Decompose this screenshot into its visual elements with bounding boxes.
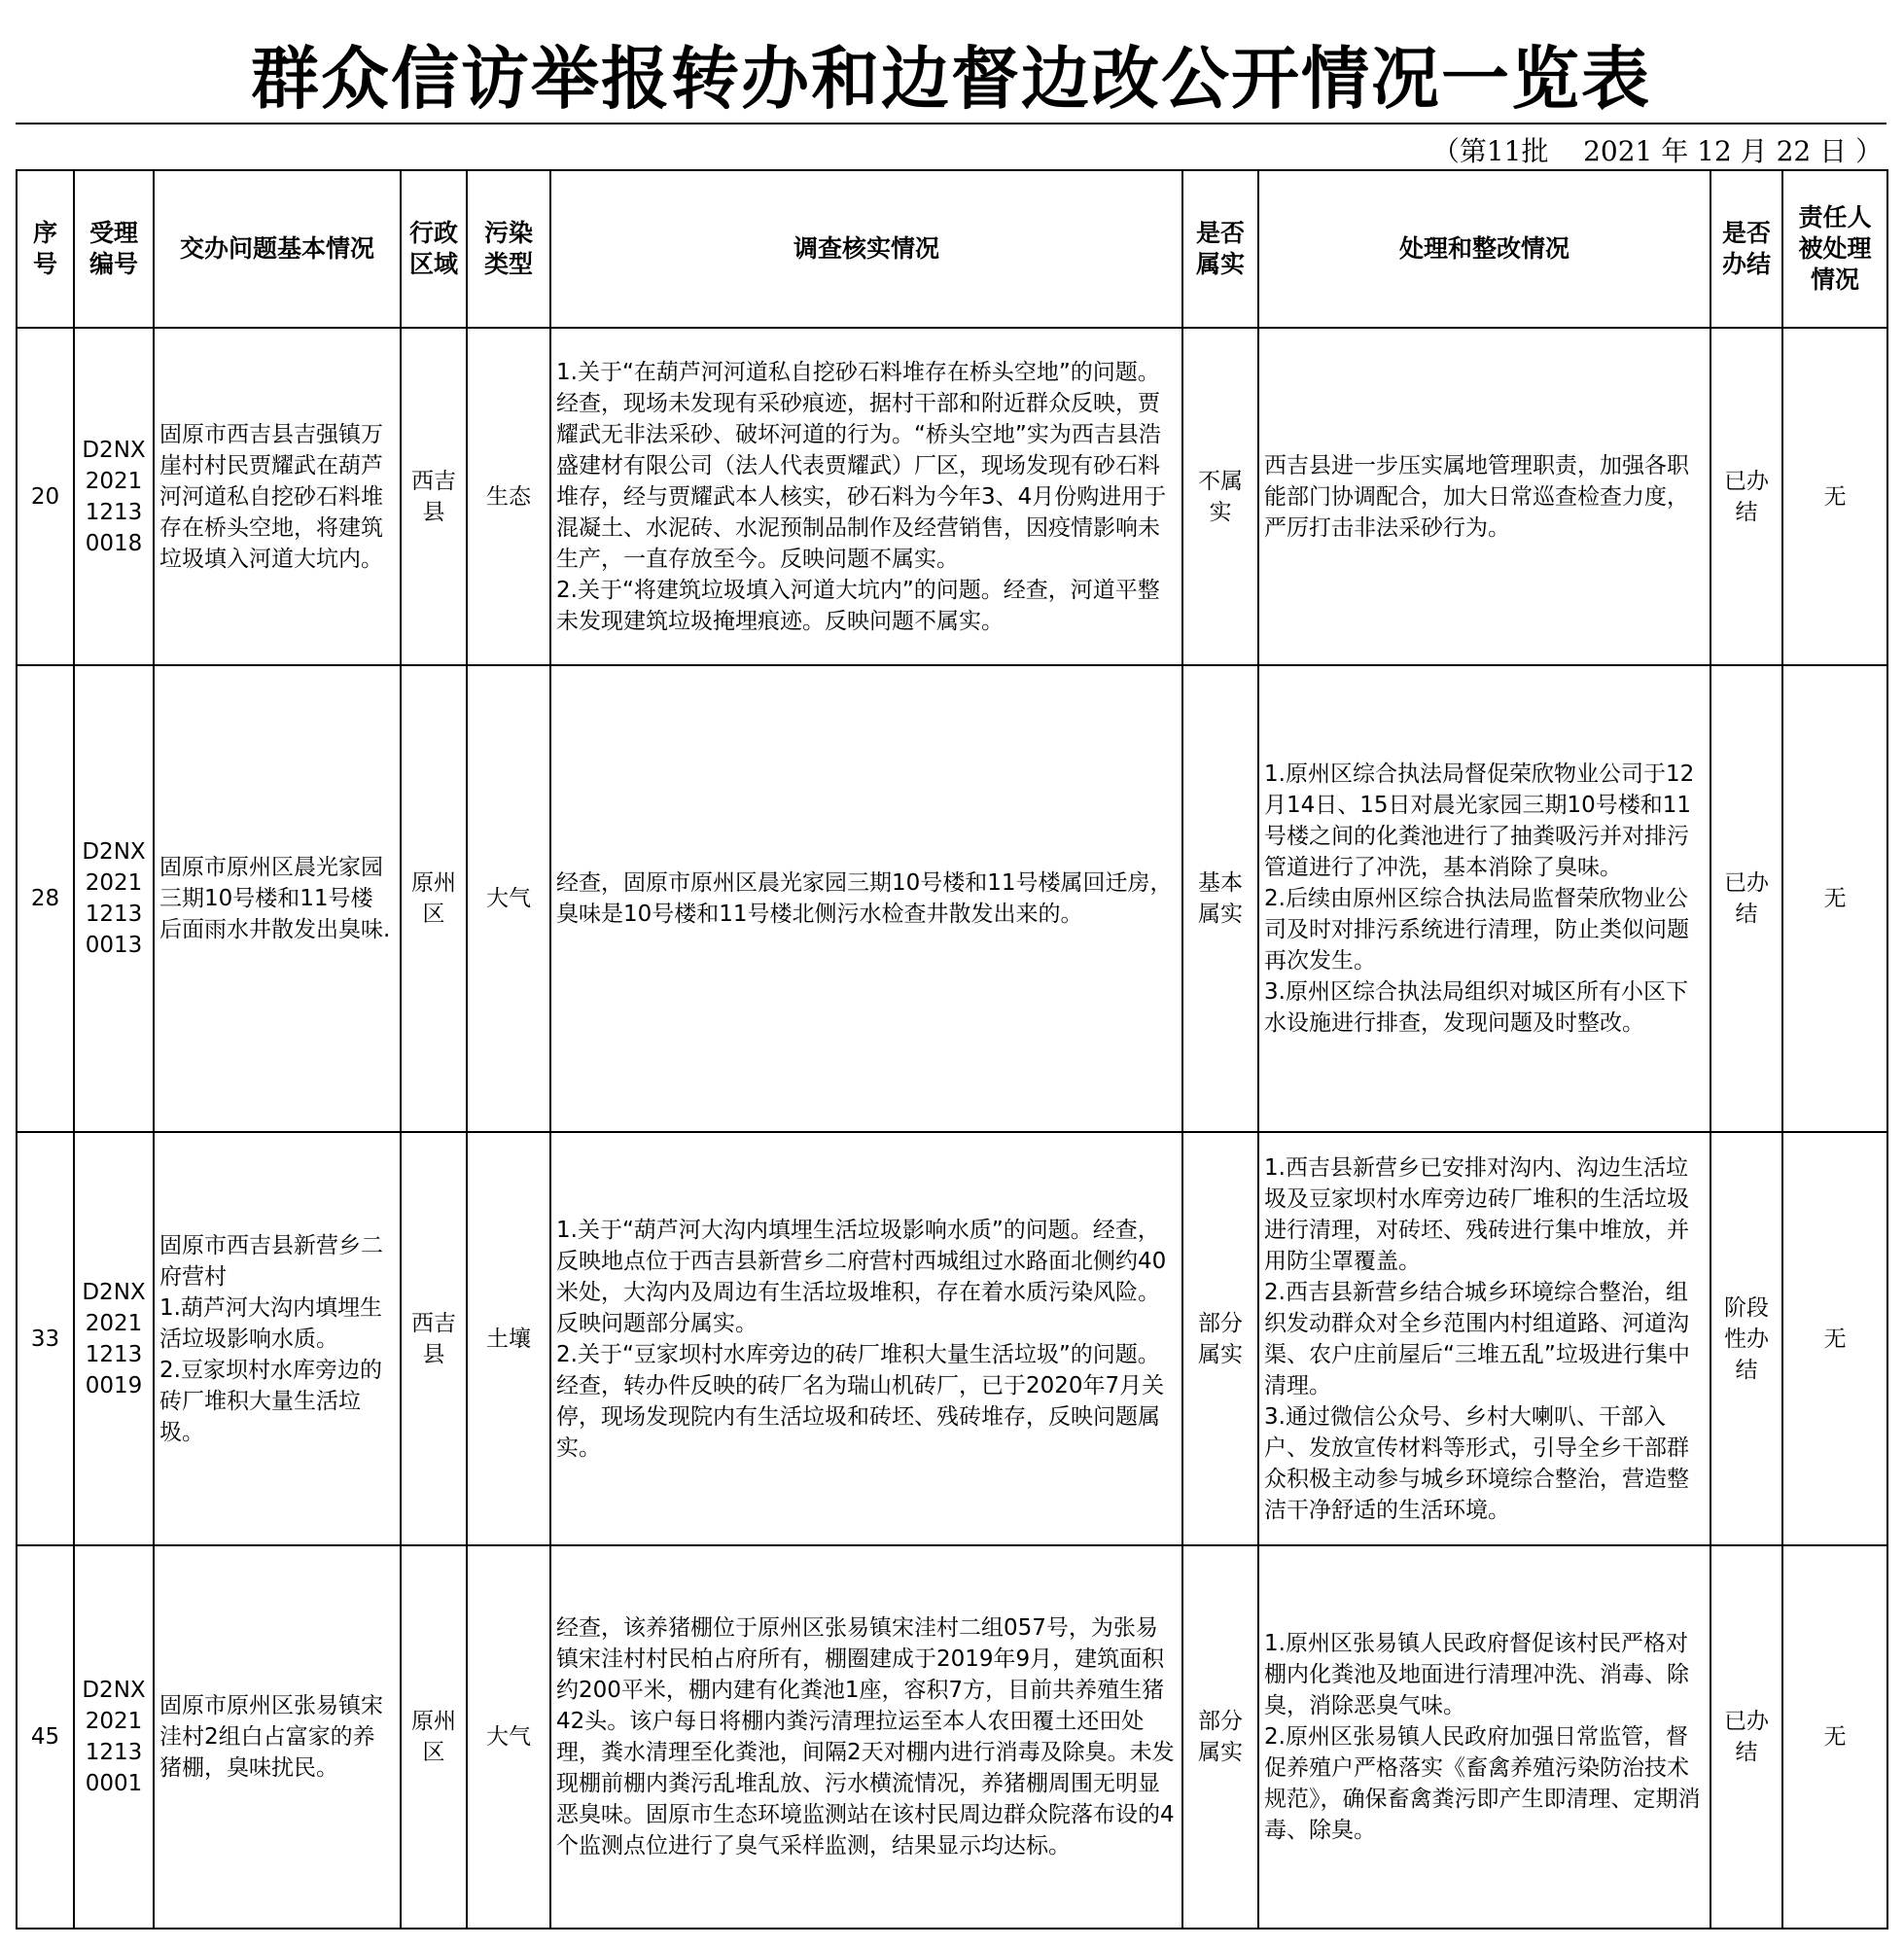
cell-investigation-paragraph: 2.关于“豆家坝村水库旁边的砖厂堆积大量生活垃圾”的问题。经查，转办件反映的砖厂名为瑞山机砖厂，已于2020年7月关停，现场发现院内有生活垃圾和砖坯、残砖堆存，反映问题属实。 xyxy=(556,1341,1165,1461)
cell-acceptance-no: D2NX202112130001 xyxy=(74,1545,154,1929)
cell-handling-paragraph: 3.原州区综合执法局组织对城区所有小区下水设施进行排查，发现问题及时整改。 xyxy=(1264,979,1688,1036)
header-is-closed: 是否办结 xyxy=(1710,170,1782,328)
header-seq: 序号 xyxy=(17,170,74,328)
cell-investigation xyxy=(550,1545,1182,1929)
cell-investigation-paragraph: 1.关于“在葫芦河河道私自挖砂石料堆存在桥头空地”的问题。经查，现场未发现有采砂痕迹，据村干部和附近群众反映，贾耀武无非法采砂、破坏河道的行为。“桥头空地”实为西吉县浩盛建材有限公司（法人代表贾耀武）厂区，现场发现有砂石料堆存，经与贾耀武本人核实，砂石料为今年3、4月份购进用于混凝土、水泥砖、水泥预制品制作及经营销售，因疫情影响未生产，一直存放至今。反映问题不属实。 xyxy=(556,359,1167,572)
cell-is-true: 部分属实 xyxy=(1182,1132,1258,1545)
header-issue: 交办问题基本情况 xyxy=(154,170,401,328)
cell-handling-paragraph: 1.原州区张易镇人民政府督促该村民严格对棚内化粪池及地面进行清理冲洗、消毒、除臭，消除恶臭气味。 xyxy=(1264,1631,1689,1718)
header-row xyxy=(17,170,1887,328)
cell-handling-paragraph: 3.通过微信公众号、乡村大喇叭、干部入户、发放宣传材料等形式，引导全乡干部群众积极主动参与城乡环境综合整治，营造整洁干净舒适的生活环境。 xyxy=(1264,1403,1689,1523)
cell-handling-paragraph: 2.原州区张易镇人民政府加强日常监管，督促养殖户严格落实《畜禽养殖污染防治技术规范》，确保畜禽粪污即产生即清理、定期消毒、除臭。 xyxy=(1264,1724,1701,1843)
header-accountability: 责任人被处理情况 xyxy=(1782,170,1887,328)
cell-accountability: 无 xyxy=(1782,328,1887,665)
cell-investigation xyxy=(550,1132,1182,1545)
cell-handling xyxy=(1258,1132,1710,1545)
cell-issue xyxy=(154,1132,401,1545)
cell-is-true: 部分属实 xyxy=(1182,1545,1258,1929)
header-district: 行政区域 xyxy=(401,170,467,328)
cell-issue-paragraph: 2.豆家坝村水库旁边的砖厂堆积大量生活垃圾。 xyxy=(159,1357,382,1445)
cell-accountability: 无 xyxy=(1782,1132,1887,1545)
cell-pollution-type: 大气 xyxy=(467,1545,550,1929)
cell-district: 西吉县 xyxy=(401,1132,467,1545)
header-pollution-type: 污染类型 xyxy=(467,170,550,328)
cell-is-closed: 已办结 xyxy=(1710,328,1782,665)
cell-handling-paragraph: 2.西吉县新营乡结合城乡环境综合整治，组织发动群众对全乡范围内村组道路、河道沟渠、农户庄前屋后“三堆五乱”垃圾进行集中清理。 xyxy=(1264,1279,1690,1398)
table-row xyxy=(17,328,1887,665)
cell-investigation-paragraph: 2.关于“将建筑垃圾填入河道大坑内”的问题。经查，河道平整未发现建筑垃圾掩埋痕迹。反映问题不属实。 xyxy=(556,577,1160,634)
cell-seq: 33 xyxy=(17,1132,74,1545)
cell-issue-paragraph: 固原市西吉县新营乡二府营村 xyxy=(159,1232,383,1290)
table-row xyxy=(17,1132,1887,1545)
table-row xyxy=(17,1545,1887,1929)
header-investigation: 调查核实情况 xyxy=(550,170,1182,328)
page-title: 群众信访举报转办和边督边改公开情况一览表 xyxy=(251,37,1651,119)
cell-issue: 固原市西吉县吉强镇万崖村村民贾耀武在葫芦河河道私自挖砂石料堆存在桥头空地，将建筑垃圾填入河道大坑内。 xyxy=(154,328,401,665)
cell-issue: 固原市原州区晨光家园三期10号楼和11号楼后面雨水井散发出臭味. xyxy=(154,665,401,1132)
cell-is-closed: 已办结 xyxy=(1710,1545,1782,1929)
cell-seq: 28 xyxy=(17,665,74,1132)
cell-district: 西吉县 xyxy=(401,328,467,665)
cell-investigation-paragraph: 1.关于“葫芦河大沟内填埋生活垃圾影响水质”的问题。经查，反映地点位于西吉县新营乡二府营村西城组过水路面北侧约40米处，大沟内及周边有生活垃圾堆积，存在着水质污染风险。反映问题部分属实。 xyxy=(556,1217,1167,1336)
header-is-true: 是否属实 xyxy=(1182,170,1258,328)
batch-date-line: （第11批 2021 年 12 月 22 日 ） xyxy=(1431,135,1883,167)
cell-handling xyxy=(1258,665,1710,1132)
cell-district: 原州区 xyxy=(401,1545,467,1929)
cell-investigation xyxy=(550,665,1182,1132)
cell-seq: 45 xyxy=(17,1545,74,1929)
cell-handling-paragraph: 1.原州区综合执法局督促荣欣物业公司于12月14日、15日对晨光家园三期10号楼和11号楼之间的化粪池进行了抽粪吸污并对排污管道进行了冲洗，基本消除了臭味。 xyxy=(1264,761,1695,880)
cell-handling-paragraph: 西吉县进一步压实属地管理职责，加强各职能部门协调配合，加大日常巡查检查力度，严厉打击非法采砂行为。 xyxy=(1264,452,1689,541)
cell-acceptance-no: D2NX202112130013 xyxy=(74,665,154,1132)
cell-investigation-paragraph: 经查，该养猪棚位于原州区张易镇宋洼村二组057号，为张易镇宋洼村村民柏占府所有，棚圈建成于2019年9月，建筑面积约200平米，棚内建有化粪池1座，容积7方，目前共养殖生猪42头。该户每日将棚内粪污清理拉运至本人农田覆土还田处理，粪水清理至化粪池，间隔2天对棚内进行消毒及除臭。未发现棚前棚内粪污乱堆乱放、污水横流情况，养猪棚周围无明显恶臭味。固原市生态环境监测站在该村民周边群众院落布设的4个监测点位进行了臭气采样监测，结果显示均达标。 xyxy=(556,1615,1175,1858)
cell-handling xyxy=(1258,328,1710,665)
cell-is-closed: 已办结 xyxy=(1710,665,1782,1132)
cell-is-true: 不属实 xyxy=(1182,328,1258,665)
cell-acceptance-no: D2NX202112130019 xyxy=(74,1132,154,1545)
title-divider xyxy=(16,123,1886,124)
cell-handling-paragraph: 2.后续由原州区综合执法局监督荣欣物业公司及时对排污系统进行清理，防止类似问题再次发生。 xyxy=(1264,886,1689,974)
cell-investigation xyxy=(550,328,1182,665)
cell-handling xyxy=(1258,1545,1710,1929)
cell-is-closed: 阶段性办结 xyxy=(1710,1132,1782,1545)
cell-pollution-type: 土壤 xyxy=(467,1132,550,1545)
cell-accountability: 无 xyxy=(1782,665,1887,1132)
cell-investigation-paragraph: 经查，固原市原州区晨光家园三期10号楼和11号楼属回迁房，臭味是10号楼和11号楼北侧污水检查井散发出来的。 xyxy=(556,870,1173,927)
disclosure-table xyxy=(16,169,1888,1929)
cell-accountability: 无 xyxy=(1782,1545,1887,1929)
cell-handling-paragraph: 1.西吉县新营乡已安排对沟内、沟边生活垃圾及豆家坝村水库旁边砖厂堆积的生活垃圾进行清理，对砖坯、残砖进行集中堆放，并用防尘罩覆盖。 xyxy=(1264,1154,1689,1274)
cell-seq: 20 xyxy=(17,328,74,665)
cell-pollution-type: 大气 xyxy=(467,665,550,1132)
cell-issue: 固原市原州区张易镇宋洼村2组白占富家的养猪棚，臭味扰民。 xyxy=(154,1545,401,1929)
cell-issue-paragraph: 1.葫芦河大沟内填埋生活垃圾影响水质。 xyxy=(159,1294,382,1352)
cell-district: 原州区 xyxy=(401,665,467,1132)
cell-pollution-type: 生态 xyxy=(467,328,550,665)
header-handling: 处理和整改情况 xyxy=(1258,170,1710,328)
cell-is-true: 基本属实 xyxy=(1182,665,1258,1132)
cell-acceptance-no: D2NX202112130018 xyxy=(74,328,154,665)
table-row xyxy=(17,665,1887,1132)
header-acceptance-no: 受理编号 xyxy=(74,170,154,328)
